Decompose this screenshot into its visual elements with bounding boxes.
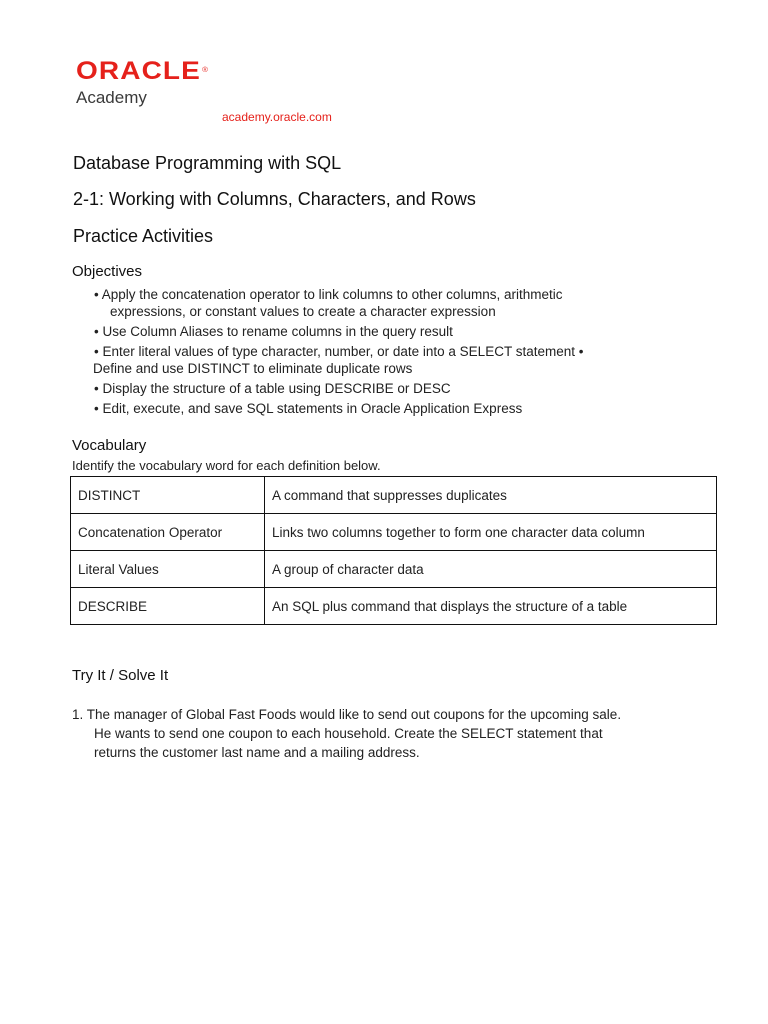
- table-row: [71, 588, 717, 625]
- lesson-title: 2-1: Working with Columns, Characters, and Rows: [73, 189, 476, 209]
- question-line: He wants to send one coupon to each household. Create the SELECT statement that: [94, 726, 603, 741]
- objective-line: • Apply the concatenation operator to link columns to other columns, arithmetic: [94, 287, 563, 302]
- table-row: [71, 551, 717, 588]
- oracle-logo-wordmark: ORACLE®: [76, 57, 209, 85]
- site-url: academy.oracle.com: [222, 110, 332, 124]
- academy-label: Academy: [76, 88, 147, 107]
- oracle-academy-logo: [76, 57, 209, 108]
- vocabulary-table: [70, 476, 717, 625]
- objective-line: Define and use DISTINCT to eliminate duplicate rows: [93, 361, 413, 376]
- vocab-term: DISTINCT: [71, 477, 265, 514]
- vocab-definition: An SQL plus command that displays the structure of a table: [265, 588, 717, 625]
- vocab-definition: Links two columns together to form one character data column: [265, 514, 717, 551]
- objective-line: • Display the structure of a table using DESCRIBE or DESC: [94, 381, 451, 396]
- vocab-term: Literal Values: [71, 551, 265, 588]
- vocab-term: DESCRIBE: [71, 588, 265, 625]
- question-line: returns the customer last name and a mailing address.: [94, 745, 420, 760]
- vocabulary-heading: Vocabulary: [72, 437, 147, 454]
- course-title: Database Programming with SQL: [73, 153, 342, 173]
- table-row: [71, 514, 717, 551]
- vocab-definition: A command that suppresses duplicates: [265, 477, 717, 514]
- objectives-list: [94, 286, 583, 417]
- try-it-heading: Try It / Solve It: [72, 667, 169, 684]
- question-line: 1. The manager of Global Fast Foods would like to send out coupons for the upcoming sale.: [72, 707, 622, 722]
- question-1: [72, 705, 621, 762]
- vocabulary-intro: Identify the vocabulary word for each definition below.: [72, 458, 381, 473]
- objectives-heading: Objectives: [72, 263, 143, 280]
- objective-line: expressions, or constant values to create a character expression: [110, 304, 496, 319]
- vocab-term: Concatenation Operator: [71, 514, 265, 551]
- objective-line: • Enter literal values of type character, number, or date into a SELECT statement •: [94, 344, 584, 359]
- vocab-definition: A group of character data: [265, 551, 717, 588]
- table-row: [71, 477, 717, 514]
- objective-line: • Use Column Aliases to rename columns in the query result: [94, 324, 453, 339]
- practice-heading: Practice Activities: [73, 226, 214, 246]
- objective-line: • Edit, execute, and save SQL statements in Oracle Application Express: [94, 401, 523, 416]
